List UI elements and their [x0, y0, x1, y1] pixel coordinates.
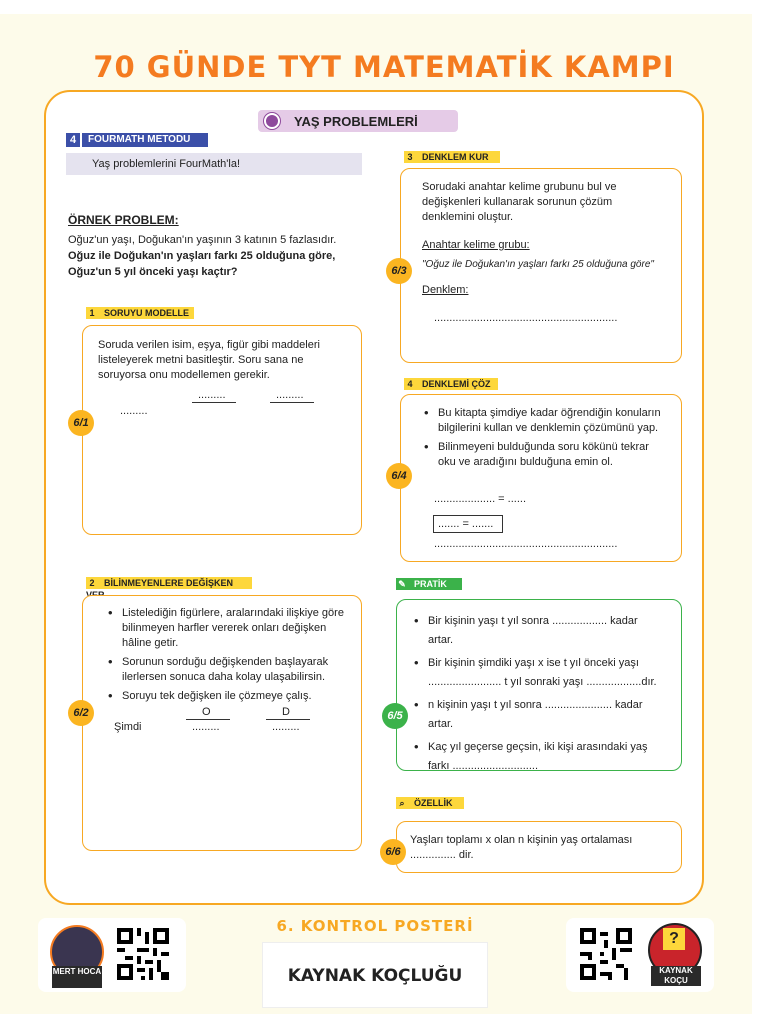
step4-eq1: .................... = ...... — [434, 493, 526, 505]
ozellik-tag — [396, 797, 464, 809]
step1-blank-row: ......... — [120, 405, 148, 417]
step3-key-label: Anahtar kelime grubu: — [422, 239, 530, 251]
example-label: ÖRNEK PROBLEM: — [68, 213, 179, 227]
pratik-item: • Kaç yıl geçerse geçsin, iki kişi arasındaki yaş farkı ............................ — [410, 738, 665, 776]
question-mark-icon: ? — [663, 928, 685, 950]
step4-badge: 6/4 — [386, 463, 412, 489]
step2-col-d: D — [282, 706, 290, 718]
step2-row-label: Şimdi — [114, 721, 142, 733]
circle-half-icon — [264, 113, 280, 129]
brand-box: KAYNAK KOÇLUĞU — [262, 942, 488, 1008]
step1-text: Soruda verilen isim, eşya, figür gibi maddeleri listeleyerek metni basitleştir. Soru sana ne soruyorsa onu modellemen gerekir. — [98, 339, 320, 381]
step3-eq-blank: ............................................................ — [434, 312, 618, 324]
step2-row-o: ......... — [192, 721, 220, 733]
example-line-2: Oğuz ile Doğukan'ın yaşları farkı 25 olduğuna göre, — [68, 250, 336, 262]
step2-bullet: • Listelediğin figürlere, aralarındaki ilişkiye göre bilinmeyen harfler vererek onları değişken hâline getir. — [104, 606, 349, 651]
step1-tag — [86, 307, 194, 319]
example-line-1: Oğuz'un yaşı, Doğukan'ın yaşının 3 katının 5 fazlasıdır. — [68, 234, 337, 246]
step4-number: 4 — [407, 379, 413, 389]
step2-bullets — [104, 606, 349, 708]
step2-number: 2 — [89, 578, 95, 588]
right-badge: KAYNAK KOÇU — [651, 966, 701, 986]
footer-title: 6. KONTROL POSTERİ — [276, 917, 474, 935]
pratik-badge: 6/5 — [382, 703, 408, 729]
step3-key-value: "Oğuz ile Doğukan'ın yaşları farkı 25 olduğuna göre" — [422, 259, 654, 270]
step3-number: 3 — [407, 152, 413, 162]
pratik-item: • n kişinin yaşı t yıl sonra ...................... kadar artar. — [410, 696, 665, 734]
step4-bullets — [420, 406, 665, 474]
step3-badge: 6/3 — [386, 258, 412, 284]
step2-bullet: • Soruyu tek değişken ile çözmeye çalış. — [104, 689, 349, 704]
pencil-icon: ✎ — [398, 579, 406, 589]
example-text — [68, 233, 368, 281]
step4-bullet: • Bilinmeyeni bulduğunda soru kökünü tekrar oku ve aradığını bulduğuna emin ol. — [420, 440, 665, 470]
step3-tag — [404, 151, 500, 163]
step1-blank-b: ......... — [276, 389, 304, 401]
step4-tag — [404, 378, 498, 390]
method-label: FOURMATH METODU — [82, 133, 208, 147]
step4-eq2: ....... = ....... — [433, 515, 503, 533]
pratik-tag — [396, 578, 462, 590]
step1-number: 1 — [89, 308, 95, 318]
qr-code-left[interactable] — [117, 928, 169, 980]
step2-badge: 6/2 — [68, 700, 94, 726]
step3-tag-label: DENKLEM KUR — [422, 152, 489, 162]
pratik-items — [410, 612, 665, 780]
step1-line-a — [192, 402, 236, 403]
step2-bullet: • Sorunun sorduğu değişkenden başlayarak ilerlersen sonuca daha kolay ulaşabilirsin. — [104, 655, 349, 685]
left-badge: MERT HOCA — [52, 966, 102, 988]
page-title: 70 GÜNDE TYT MATEMATİK KAMPI — [93, 50, 675, 84]
step4-eq3: ............................................................ — [434, 538, 618, 550]
ozellik-text: Yaşları toplamı x olan n kişinin yaş ortalaması ............... dir. — [410, 834, 633, 861]
step2-row-d: ......... — [272, 721, 300, 733]
step1-badge: 6/1 — [68, 410, 94, 436]
step3-eq-label: Denklem: — [422, 284, 469, 296]
ozellik-badge: 6/6 — [380, 839, 406, 865]
step4-tag-label: DENKLEMİ ÇÖZ — [422, 379, 491, 389]
pratik-tag-label: PRATİK — [414, 579, 447, 589]
qr-icon — [117, 928, 169, 980]
qr-code-right[interactable] — [580, 928, 632, 980]
ozellik-tag-label: ÖZELLİK — [414, 798, 453, 808]
step1-line-b — [270, 402, 314, 403]
qr-icon — [580, 928, 632, 980]
magnifier-icon: ⌕ — [399, 798, 405, 808]
pratik-item: • Bir kişinin şimdiki yaşı x ise t yıl önceki yaşı ........................ t yıl sonraki yaşı ..................dır. — [410, 654, 665, 692]
step1-blank-a: ......... — [198, 389, 226, 401]
topic-header — [258, 110, 458, 132]
example-line-3: Oğuz'un 5 yıl önceki yaşı kaçtır? — [68, 266, 238, 278]
step4-bullet: • Bu kitapta şimdiye kadar öğrendiğin konuların bilgilerini kullan ve denklemin çözümünü yap. — [420, 406, 665, 436]
method-number: 4 — [66, 133, 80, 147]
step2-col-o: O — [202, 706, 211, 718]
topic-label: YAŞ PROBLEMLERİ — [294, 113, 418, 129]
step3-text: Sorudaki anahtar kelime grubunu bul ve değişkenleri kullanarak sorunun çözüm denklemini oluştur. — [422, 181, 617, 223]
step1-tag-label: SORUYU MODELLE — [104, 308, 190, 318]
method-intro: Yaş problemlerini FourMath'la! — [66, 153, 362, 175]
pratik-item: • Bir kişinin yaşı t yıl sonra .................. kadar artar. — [410, 612, 665, 650]
step2-tag — [86, 577, 252, 589]
step2-tag-label: BİLİNMEYENLERE DEĞİŞKEN — [104, 578, 234, 588]
